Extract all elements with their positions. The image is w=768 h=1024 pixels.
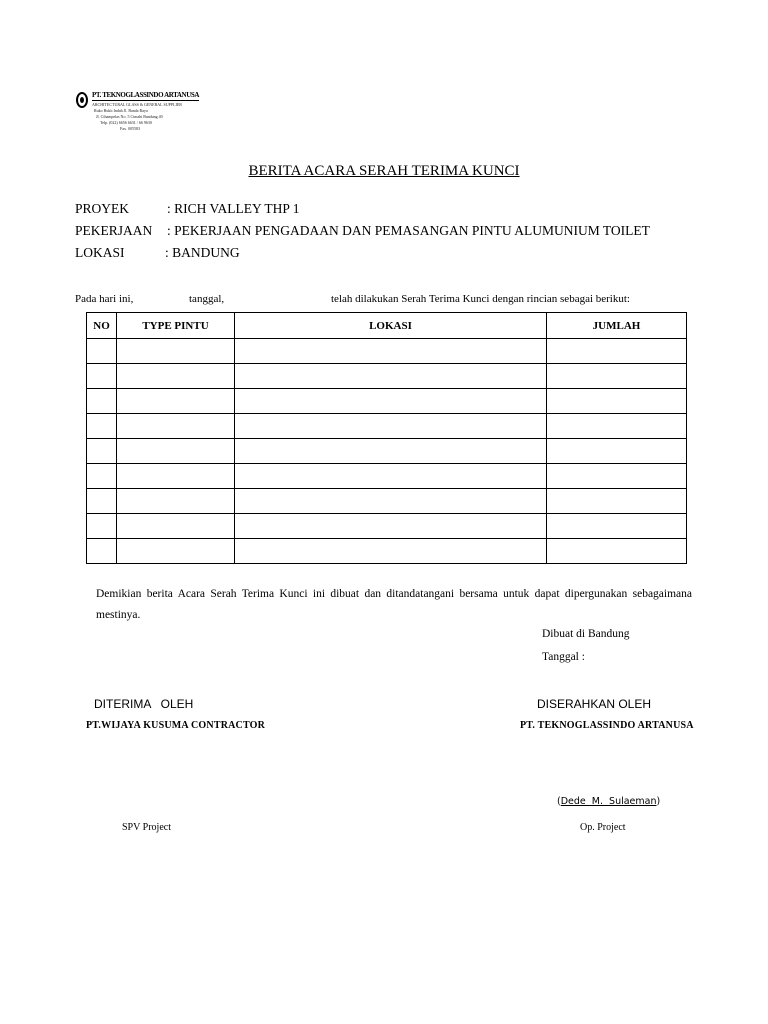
- table-cell[interactable]: [87, 389, 117, 414]
- intro-text: telah dilakukan Serah Terima Kunci dengan rincian sebagai berikut:: [331, 293, 630, 305]
- key-handover-table: [86, 312, 687, 564]
- info-label: PEKERJAAN: [75, 223, 153, 238]
- table-row: [87, 489, 687, 514]
- company-logo: [76, 88, 200, 140]
- logo-emblem-icon: [76, 92, 88, 108]
- table-row: [87, 464, 687, 489]
- column-header-no: NO: [87, 313, 117, 339]
- intro-day: Pada hari ini,: [75, 293, 134, 305]
- table-cell[interactable]: [547, 389, 687, 414]
- letterhead-company-name: PT. TEKNOGLASSINDO ARTANUSA: [92, 91, 200, 99]
- receiver-role: SPV Project: [122, 822, 171, 833]
- table-cell[interactable]: [235, 339, 547, 364]
- info-value: : RICH VALLEY THP 1: [167, 201, 300, 216]
- document-title-text: BERITA ACARA SERAH TERIMA KUNCI: [248, 163, 520, 179]
- giver-heading: DISERAHKAN OLEH: [537, 697, 652, 711]
- table-row: [87, 339, 687, 364]
- table-cell[interactable]: [547, 364, 687, 389]
- closing-paragraph: Demikian berita Acara Serah Terima Kunci ini dibuat dan ditandatangani bersama untuk dapat dipergunakan sebagaimana mestinya.: [96, 588, 692, 621]
- giver-role: Op. Project: [580, 822, 626, 833]
- table-cell[interactable]: [87, 539, 117, 564]
- table-row: [87, 439, 687, 464]
- table-cell[interactable]: [117, 364, 235, 389]
- table-cell[interactable]: [547, 439, 687, 464]
- table-cell[interactable]: [87, 489, 117, 514]
- table-cell[interactable]: [87, 414, 117, 439]
- letterhead-line: Telp. (022) 6656 6631 / 66 9630: [100, 120, 152, 125]
- table-cell[interactable]: [117, 489, 235, 514]
- table-cell[interactable]: [235, 414, 547, 439]
- document-title: [0, 163, 768, 180]
- table-row: [87, 514, 687, 539]
- table-cell[interactable]: [547, 339, 687, 364]
- table-header-row: [87, 313, 687, 339]
- table-cell[interactable]: [235, 439, 547, 464]
- table-cell[interactable]: [547, 489, 687, 514]
- info-value: : PEKERJAAN PENGADAAN DAN PEMASANGAN PINTU ALUMUNIUM TOILET: [167, 223, 650, 238]
- letterhead-line: ARCHITECTURAL GLASS & GENERAL SUPPLIER: [92, 102, 182, 107]
- date-label: Tanggal :: [542, 651, 585, 663]
- info-label: LOKASI: [75, 245, 125, 260]
- receiver-heading: DITERIMA OLEH: [94, 697, 194, 711]
- letterhead-line: Ruko Bukit Indah Jl. Banda Raya: [94, 108, 148, 113]
- table-cell[interactable]: [117, 464, 235, 489]
- table-cell[interactable]: [87, 514, 117, 539]
- table-cell[interactable]: [547, 539, 687, 564]
- info-row-lokasi: [0, 245, 768, 263]
- info-value: : BANDUNG: [165, 245, 240, 260]
- table-cell[interactable]: [117, 389, 235, 414]
- table-cell[interactable]: [547, 464, 687, 489]
- table-row: [87, 539, 687, 564]
- table-body: [87, 339, 687, 564]
- table-cell[interactable]: [87, 439, 117, 464]
- column-header-type-pintu: TYPE PINTU: [117, 313, 235, 339]
- table-cell[interactable]: [235, 539, 547, 564]
- table-cell[interactable]: [547, 414, 687, 439]
- giver-signatory: (Dede M. Sulaeman): [557, 796, 661, 807]
- column-header-jumlah: JUMLAH: [547, 313, 687, 339]
- info-row-proyek: [0, 201, 768, 219]
- table-cell[interactable]: [87, 339, 117, 364]
- letterhead-line: Fax. 005583: [120, 126, 140, 131]
- giver-company: PT. TEKNOGLASSINDO ARTANUSA: [520, 720, 694, 731]
- table-cell[interactable]: [547, 514, 687, 539]
- table-cell[interactable]: [87, 464, 117, 489]
- table-row: [87, 389, 687, 414]
- table-cell[interactable]: [235, 489, 547, 514]
- table-cell[interactable]: [117, 514, 235, 539]
- intro-date: tanggal,: [189, 293, 225, 305]
- table-cell[interactable]: [117, 439, 235, 464]
- table-cell[interactable]: [117, 339, 235, 364]
- table-cell[interactable]: [87, 364, 117, 389]
- table-cell[interactable]: [235, 514, 547, 539]
- table-cell[interactable]: [117, 539, 235, 564]
- table-cell[interactable]: [235, 389, 547, 414]
- letterhead-line: Jl. Cihampelas No. 5 Cimahi Bandung 40: [96, 114, 163, 119]
- table-cell[interactable]: [235, 364, 547, 389]
- table-row: [87, 414, 687, 439]
- column-header-lokasi: LOKASI: [235, 313, 547, 339]
- table-cell[interactable]: [235, 464, 547, 489]
- place-text: Dibuat di Bandung: [542, 628, 630, 640]
- info-row-pekerjaan: [0, 223, 768, 241]
- info-label: PROYEK: [75, 201, 130, 216]
- table-cell[interactable]: [117, 414, 235, 439]
- receiver-company: PT.WIJAYA KUSUMA CONTRACTOR: [86, 720, 266, 731]
- giver-signatory-name: Dede M. Sulaeman: [560, 796, 657, 807]
- table-row: [87, 364, 687, 389]
